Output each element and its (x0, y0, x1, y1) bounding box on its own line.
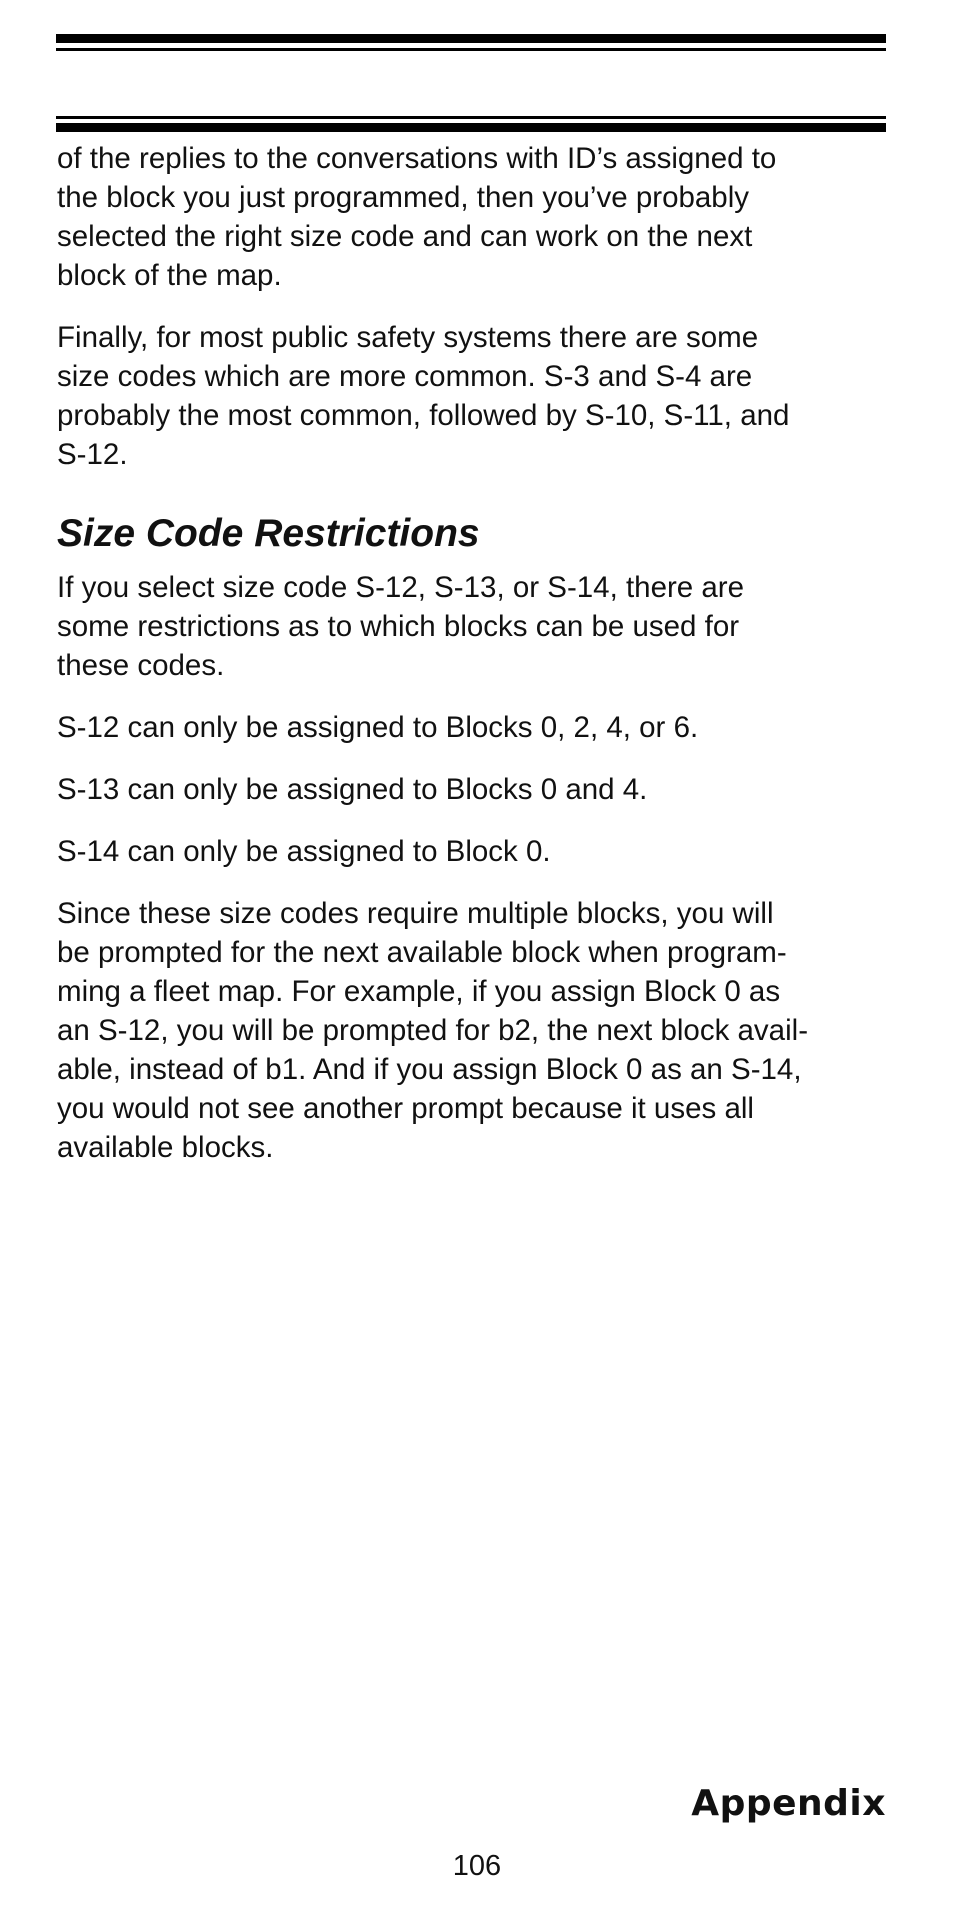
text-line: Since these size codes require multiple blocks, you will (57, 897, 774, 930)
paragraph-s13-rule (57, 770, 897, 809)
header-rule-thin-top (56, 48, 886, 51)
text-line: S-13 can only be assigned to Blocks 0 and 4. (57, 773, 648, 806)
text-line: S-12. (57, 438, 128, 471)
text-line: size codes which are more common. S-3 and S-4 are (57, 360, 753, 393)
text-line: the block you just programmed, then you’ve probably (57, 181, 749, 214)
header-rule-thin-bottom (56, 116, 886, 119)
paragraph-restrictions-intro (57, 568, 897, 685)
paragraph-continuation (57, 139, 897, 295)
paragraph-multiple-blocks (57, 894, 897, 1167)
text-line: S-12 can only be assigned to Blocks 0, 2, 4, or 6. (57, 711, 699, 744)
page-body (57, 139, 897, 1190)
text-line: an S-12, you will be prompted for b2, the next block avail- (57, 1014, 809, 1047)
text-line: S-14 can only be assigned to Block 0. (57, 835, 551, 868)
paragraph-s12-rule (57, 708, 897, 747)
text-line: able, instead of b1. And if you assign Block 0 as an S-14, (57, 1053, 802, 1086)
header-rule-thick-top (56, 34, 886, 43)
paragraph-s14-rule (57, 832, 897, 871)
text-line: be prompted for the next available block when program- (57, 936, 787, 969)
page-number: 106 (452, 1850, 502, 1882)
text-line: ming a fleet map. For example, if you assign Block 0 as (57, 975, 781, 1008)
section-heading: Size Code Restrictions (57, 512, 480, 555)
text-line: block of the map. (57, 259, 282, 292)
header-rule-thick-bottom (56, 123, 886, 132)
text-line: probably the most common, followed by S-10, S-11, and (57, 399, 790, 432)
text-line: Finally, for most public safety systems there are some (57, 321, 759, 354)
text-line: these codes. (57, 649, 225, 682)
text-line: available blocks. (57, 1131, 274, 1164)
text-line: of the replies to the conversations with ID’s assigned to (57, 142, 777, 175)
footer-section-label: Appendix (691, 1783, 886, 1824)
text-line: you would not see another prompt because it uses all (57, 1092, 754, 1125)
paragraph-common-size-codes (57, 318, 897, 474)
text-line: selected the right size code and can work on the next (57, 220, 753, 253)
text-line: If you select size code S-12, S-13, or S-14, there are (57, 571, 745, 604)
text-line: some restrictions as to which blocks can be used for (57, 610, 740, 643)
